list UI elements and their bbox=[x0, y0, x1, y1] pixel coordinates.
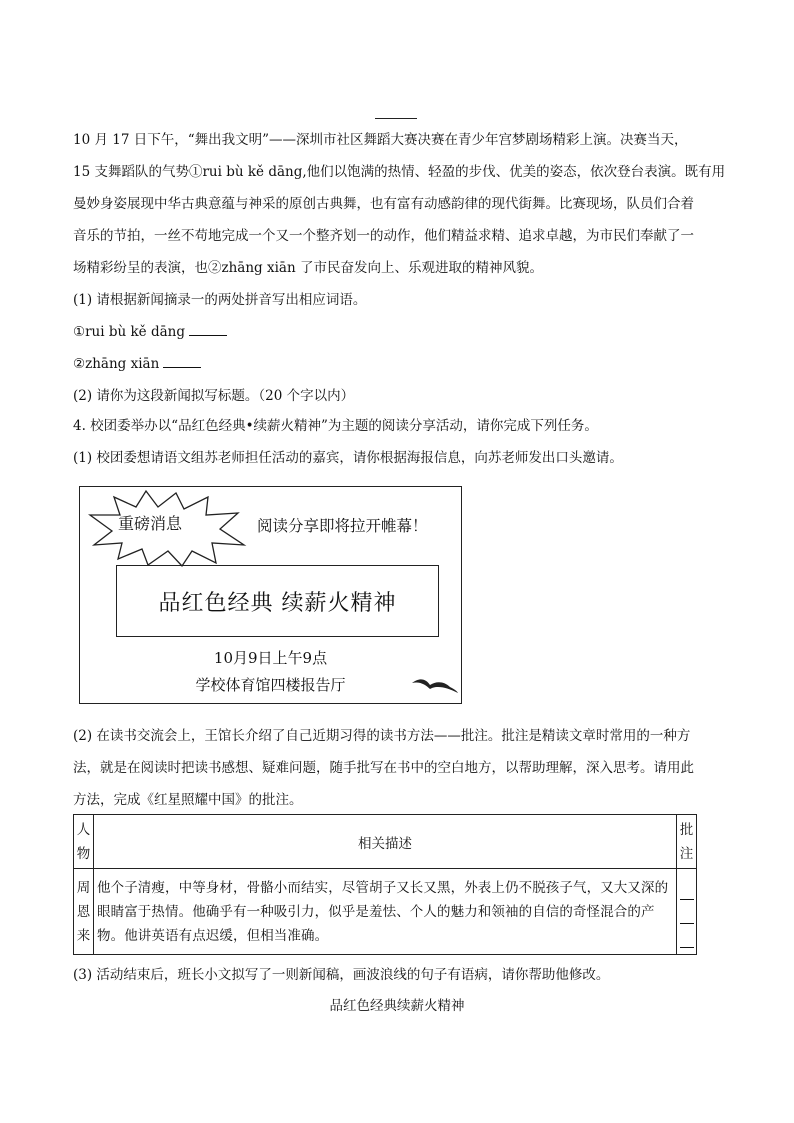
answer-line-1 bbox=[73, 320, 723, 344]
poster-venue: 学校体育馆四楼报告厅 bbox=[195, 676, 346, 694]
person-char-1: 周 bbox=[76, 879, 91, 896]
event-poster bbox=[79, 486, 462, 704]
question-4-2-line-3: 方法，完成《红星照耀中国》的批注。 bbox=[73, 792, 303, 808]
header-annotation bbox=[677, 815, 697, 869]
annotation-table bbox=[73, 814, 697, 955]
question-4-3: (3) 活动结束后，班长小文拟写了一则新闻稿，画波浪线的句子有语病，请你帮助他修改。 bbox=[73, 967, 610, 983]
news-line-4: 音乐的节拍，一丝不苟地完成一个又一个整齐划一的动作，他们精益求精、追求卓越，为市民们奉献了一 bbox=[73, 228, 694, 244]
description-text: 他个子清瘦，中等身材，骨骼小而结实，尽管胡子又长又黑，外表上仍不脱孩子气，又大又深的眼睛富于热情。他确乎有一种吸引力，似乎是羞怯、个人的魅力和领袖的自信的奇怪混合的产物。他讲英语有点迟缓，但相当准确。 bbox=[97, 879, 669, 944]
news-line-2: 15 支舞蹈队的气势①rui bù kě dāng,他们以饱满的热情、轻盈的步伐、优美的姿态，依次登台表演。既有用 bbox=[73, 164, 726, 180]
header-description: 相关描述 bbox=[94, 815, 677, 869]
news-line-5: 场精彩纷呈的表演，也②zhāng xiān 了市民奋发向上、乐观进取的精神风貌。 bbox=[73, 260, 543, 276]
header-person-char-2: 物 bbox=[76, 845, 91, 862]
poster-tagline: 阅读分享即将拉开帷幕！ bbox=[257, 517, 428, 535]
answer-line-2 bbox=[73, 352, 723, 376]
burst-text: 重磅消息 bbox=[118, 514, 183, 533]
annotation-blank-3[interactable] bbox=[680, 924, 694, 948]
answer-1-pinyin: ①rui bù kě dāng bbox=[73, 324, 185, 340]
poster-title-text: 品红色经典 续薪火精神 bbox=[158, 590, 397, 616]
question-4-1: (1) 校团委想请语文组苏老师担任活动的嘉宾，请你根据海报信息，向苏老师发出口头邀请。 bbox=[73, 450, 623, 466]
news-draft-title: 品红色经典续薪火精神 bbox=[329, 998, 465, 1014]
header-annotation-char-1: 批 bbox=[679, 821, 694, 838]
question-1: (1) 请根据新闻摘录一的两处拼音写出相应词语。 bbox=[73, 292, 367, 308]
header-person bbox=[74, 815, 94, 869]
annotation-cell[interactable] bbox=[677, 869, 697, 955]
news-line-3: 曼妙身姿展现中华古典意蕴与神采的原创古典舞，也有富有动感韵律的现代街舞。比赛现场，队员们合着 bbox=[73, 196, 694, 212]
poster-date: 10月9日上午9点 bbox=[213, 649, 328, 667]
person-char-2: 恩 bbox=[76, 903, 91, 920]
description-cell bbox=[94, 869, 677, 955]
question-4: 4. 校团委举办以“品红色经典•续薪火精神”为主题的阅读分享活动，请你完成下列任务。 bbox=[73, 418, 598, 434]
header-annotation-char-2: 注 bbox=[679, 845, 694, 862]
top-blank-line bbox=[375, 118, 417, 119]
question-4-2-line-1: (2) 在读书交流会上，王馆长介绍了自己近期习得的读书方法——批注。批注是精读文章时常用的一种方 bbox=[73, 728, 691, 744]
bird-icon bbox=[410, 675, 460, 695]
answer-1-blank[interactable] bbox=[189, 321, 227, 336]
poster-title bbox=[116, 565, 439, 637]
annotation-blank-1[interactable] bbox=[680, 876, 694, 900]
table-row bbox=[74, 869, 697, 955]
answer-2-blank[interactable] bbox=[163, 353, 201, 368]
news-line-1: 10 月 17 日下午，“舞出我文明”——深圳市社区舞蹈大赛决赛在青少年宫梦剧场精彩上演。决赛当天， bbox=[73, 132, 688, 148]
person-name bbox=[74, 869, 94, 955]
question-4-2-line-2: 法，就是在阅读时把读书感想、疑难问题，随手批写在书中的空白地方，以帮助理解，深入思考。请用此 bbox=[73, 760, 694, 776]
answer-2-pinyin: ②zhāng xiān bbox=[73, 356, 160, 372]
annotation-blank-2[interactable] bbox=[680, 900, 694, 924]
header-person-char-1: 人 bbox=[76, 821, 91, 838]
question-2: (2) 请你为这段新闻拟写标题。（20 个字以内） bbox=[73, 388, 355, 404]
table-header-row bbox=[74, 815, 697, 869]
person-char-3: 来 bbox=[76, 927, 91, 944]
